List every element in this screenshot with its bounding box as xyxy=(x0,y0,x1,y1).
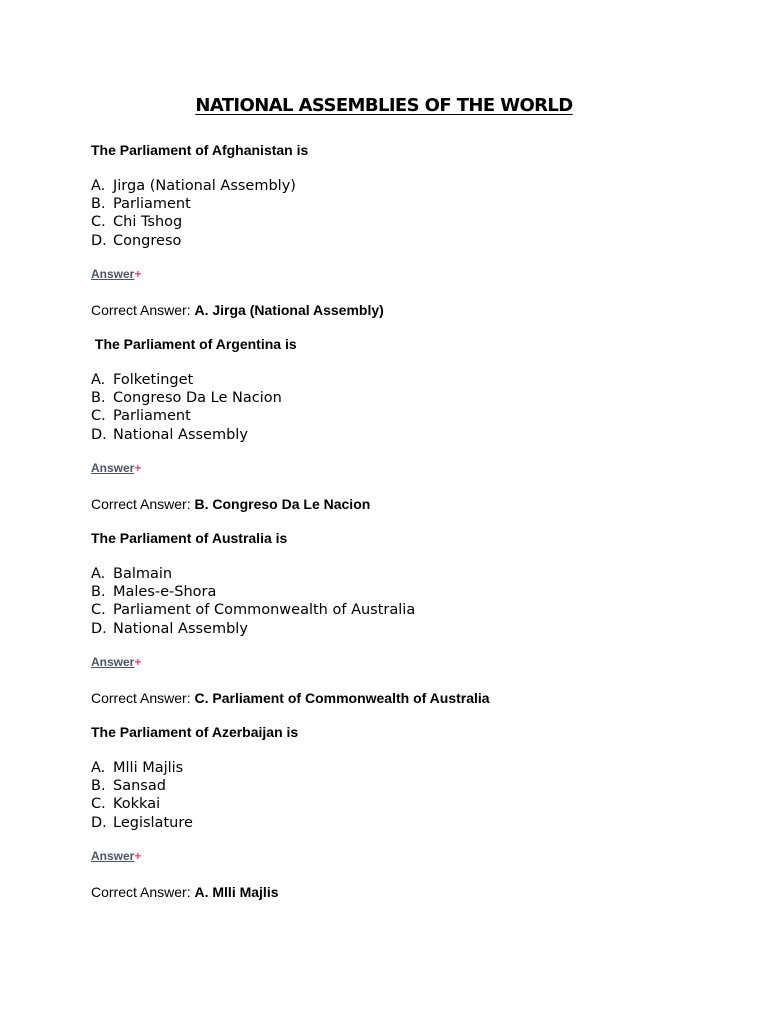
option-text: National Assembly xyxy=(113,426,248,443)
option-text: Males-e-Shora xyxy=(113,584,217,601)
answer-toggle-button[interactable] xyxy=(91,267,711,282)
option-item xyxy=(91,814,711,832)
answer-link[interactable]: Answer xyxy=(91,848,135,863)
option-item xyxy=(91,371,711,389)
option-letter: B. xyxy=(91,196,106,213)
correct-answer xyxy=(91,302,711,319)
correct-answer-value: A. Mlli Majlis xyxy=(194,883,279,900)
option-text: Kokkai xyxy=(113,796,161,813)
option-item xyxy=(91,795,711,813)
option-letter: D. xyxy=(91,426,107,443)
correct-answer-value: B. Congreso Da Le Nacion xyxy=(194,495,371,512)
expand-plus-icon[interactable]: + xyxy=(134,848,142,863)
correct-answer-label: Correct Answer: xyxy=(91,495,195,512)
expand-plus-icon[interactable]: + xyxy=(134,266,142,281)
correct-answer xyxy=(91,690,711,707)
correct-answer-label: Correct Answer: xyxy=(91,301,195,318)
option-text: Folketinget xyxy=(113,372,194,388)
question-text: The Parliament of Azerbaijan is xyxy=(91,724,299,740)
option-letter: D. xyxy=(91,814,107,831)
option-letter: B. xyxy=(91,390,106,407)
option-letter: B. xyxy=(91,778,106,795)
option-text: Balmain xyxy=(113,566,173,582)
option-text: Parliament of Commonwealth of Australia xyxy=(113,602,416,619)
answer-link[interactable]: Answer xyxy=(91,460,135,475)
question-text: The Parliament of Afghanistan is xyxy=(91,142,309,158)
question-text: The Parliament of Australia is xyxy=(91,530,288,546)
option-item xyxy=(91,232,711,250)
correct-answer-value: C. Parliament of Commonwealth of Australia xyxy=(194,689,490,706)
option-item xyxy=(91,777,711,795)
option-text: Congreso xyxy=(113,232,182,249)
answer-toggle-button[interactable] xyxy=(91,461,711,476)
option-text: Congreso Da Le Nacion xyxy=(113,390,282,407)
option-letter: A. xyxy=(91,566,106,582)
option-item xyxy=(91,177,711,195)
answer-toggle-button[interactable] xyxy=(91,849,711,864)
option-letter: C. xyxy=(91,602,106,619)
option-text: National Assembly xyxy=(113,620,248,637)
option-letter: D. xyxy=(91,620,107,637)
expand-plus-icon[interactable]: + xyxy=(134,460,142,475)
option-text: Sansad xyxy=(113,778,166,795)
correct-answer xyxy=(91,884,711,901)
option-letter: C. xyxy=(91,796,106,813)
option-item xyxy=(91,213,711,231)
correct-answer-label: Correct Answer: xyxy=(91,689,195,706)
option-text: Parliament xyxy=(113,196,191,213)
option-letter: A. xyxy=(91,178,106,194)
option-item xyxy=(91,620,711,638)
option-item xyxy=(91,759,711,777)
option-item xyxy=(91,565,711,583)
option-letter: C. xyxy=(91,214,106,231)
options-list xyxy=(91,565,711,638)
option-item xyxy=(91,583,711,601)
option-text: Jirga (National Assembly) xyxy=(113,178,296,194)
option-item xyxy=(91,389,711,407)
question-block xyxy=(91,142,711,319)
answer-link[interactable]: Answer xyxy=(91,266,135,281)
expand-plus-icon[interactable]: + xyxy=(134,654,142,669)
option-text: Mlli Majlis xyxy=(113,760,184,776)
question-block xyxy=(91,336,711,513)
options-list xyxy=(91,759,711,832)
correct-answer-label: Correct Answer: xyxy=(91,883,195,900)
option-item xyxy=(91,195,711,213)
option-letter: A. xyxy=(91,760,106,776)
option-text: Legislature xyxy=(113,814,193,831)
options-list xyxy=(91,371,711,444)
option-letter: B. xyxy=(91,584,106,601)
question-text: The Parliament of Argentina is xyxy=(91,336,297,352)
page-title: NATIONAL ASSEMBLIES OF THE WORLD xyxy=(195,95,573,116)
option-text: Chi Tshog xyxy=(113,214,183,231)
answer-toggle-button[interactable] xyxy=(91,655,711,670)
option-letter: A. xyxy=(91,372,106,388)
question-block xyxy=(91,724,711,901)
option-letter: D. xyxy=(91,232,107,249)
option-item xyxy=(91,426,711,444)
correct-answer-value: A. Jirga (National Assembly) xyxy=(194,301,384,318)
option-item xyxy=(91,601,711,619)
option-item xyxy=(91,407,711,425)
answer-link[interactable]: Answer xyxy=(91,654,135,669)
option-text: Parliament xyxy=(113,408,191,425)
option-letter: C. xyxy=(91,408,106,425)
question-block xyxy=(91,530,711,707)
correct-answer xyxy=(91,496,711,513)
options-list xyxy=(91,177,711,250)
